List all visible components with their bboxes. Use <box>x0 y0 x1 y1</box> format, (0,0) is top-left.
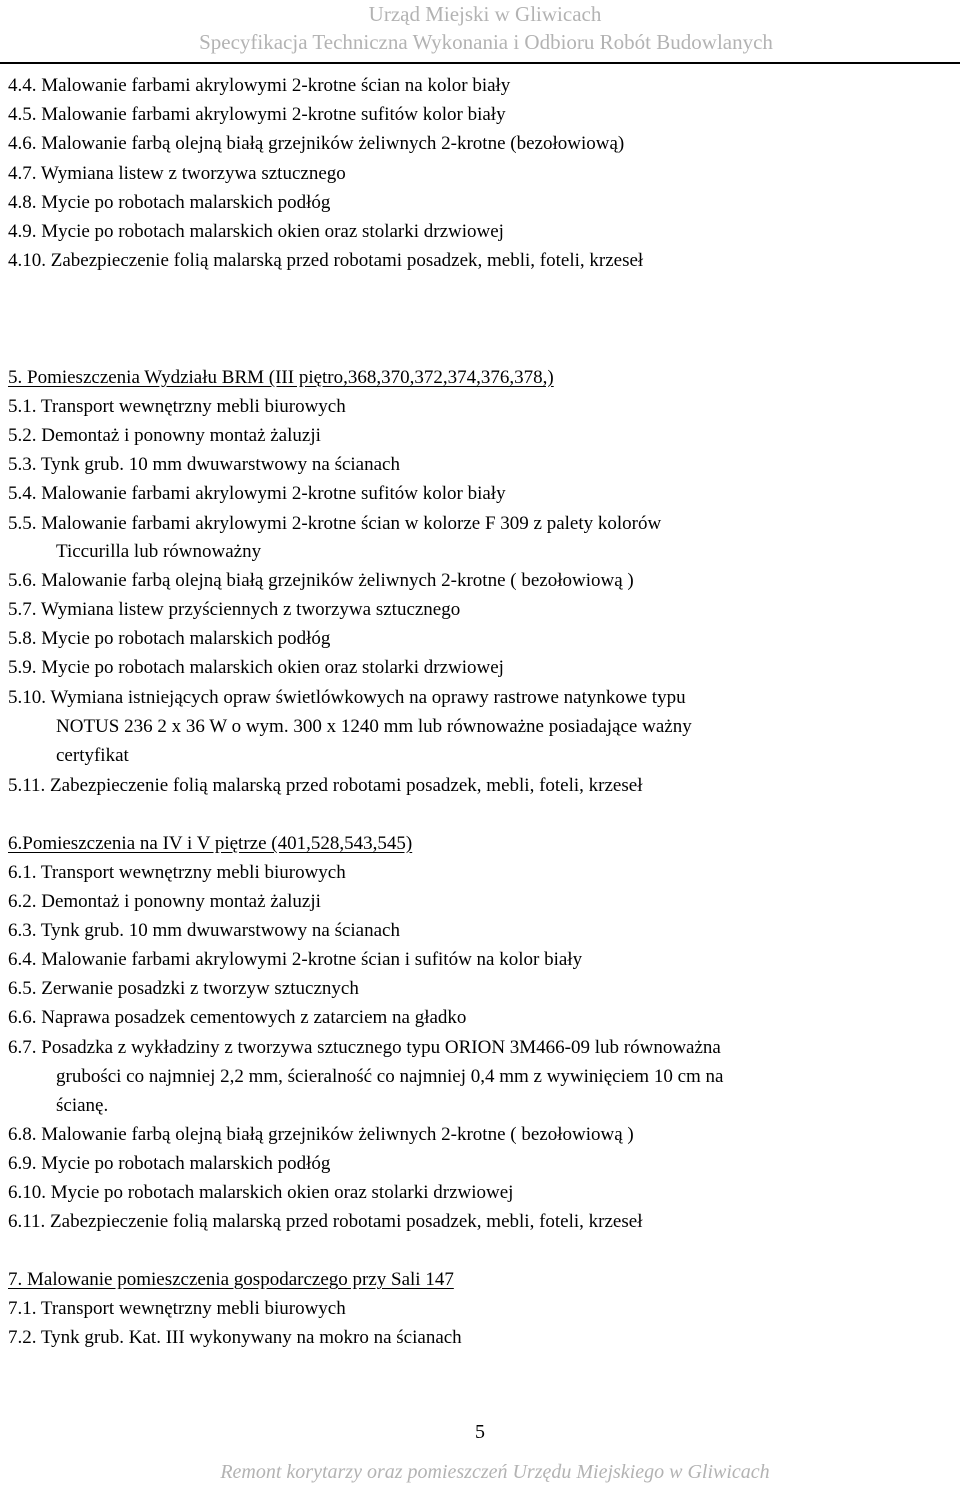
list-item: 6.4. Malowanie farbami akrylowymi 2-krotne ścian i sufitów na kolor biały <box>8 949 583 970</box>
section-heading-7: 7. Malowanie pomieszczenia gospodarczego przy Sali 147 <box>8 1269 454 1290</box>
list-item: 5.9. Mycie po robotach malarskich okien oraz stolarki drzwiowej <box>8 657 504 678</box>
header-spec-title: Specyfikacja Techniczna Wykonania i Odbioru Robót Budowlanych <box>199 30 773 54</box>
header-office-name: Urząd Miejski w Gliwicach <box>368 2 602 26</box>
list-item: 6.10. Mycie po robotach malarskich okien oraz stolarki drzwiowej <box>8 1182 514 1203</box>
list-item: 4.9. Mycie po robotach malarskich okien oraz stolarki drzwiowej <box>8 221 504 242</box>
list-item: 7.2. Tynk grub. Kat. III wykonywany na mokro na ścianach <box>8 1327 462 1348</box>
list-item-continuation: NOTUS 236 2 x 36 W o wym. 300 x 1240 mm lub równoważne posiadające ważny <box>56 716 692 737</box>
list-item: 6.5. Zerwanie posadzki z tworzyw sztucznych <box>8 978 359 999</box>
list-item: 6.2. Demontaż i ponowny montaż żaluzji <box>8 891 321 912</box>
list-item: 7.1. Transport wewnętrzny mebli biurowych <box>8 1298 346 1319</box>
section-heading-6: 6.Pomieszczenia na IV i V piętrze (401,528,543,545) <box>8 833 413 854</box>
list-item: 5.2. Demontaż i ponowny montaż żaluzji <box>8 425 321 446</box>
list-item: 6.1. Transport wewnętrzny mebli biurowych <box>8 862 346 883</box>
page-number: 5 <box>475 1421 485 1443</box>
list-item: 5.4. Malowanie farbami akrylowymi 2-krotne sufitów kolor biały <box>8 483 506 504</box>
list-item: 4.5. Malowanie farbami akrylowymi 2-krotne sufitów kolor biały <box>8 104 506 125</box>
list-item: 4.10. Zabezpieczenie folią malarską przed robotami posadzek, mebli, foteli, krzeseł <box>8 250 644 271</box>
list-item: 5.8. Mycie po robotach malarskich podłóg <box>8 628 331 649</box>
list-item-continuation: Ticcurilla lub równoważny <box>56 541 262 562</box>
list-item: 6.8. Malowanie farbą olejną białą grzejników żeliwnych 2-krotne ( bezołowiową ) <box>8 1124 634 1145</box>
section-heading-5: 5. Pomieszczenia Wydziału BRM (III piętro,368,370,372,374,376,378,) <box>8 367 554 388</box>
list-item: 6.3. Tynk grub. 10 mm dwuwarstwowy na ścianach <box>8 920 400 941</box>
list-item: 4.8. Mycie po robotach malarskich podłóg <box>8 192 331 213</box>
page-header <box>0 0 960 64</box>
list-item: 4.4. Malowanie farbami akrylowymi 2-krotne ścian na kolor biały <box>8 75 511 96</box>
list-item-continuation: grubości co najmniej 2,2 mm, ścieralność co najmniej 0,4 mm z wywinięciem 10 cm na <box>56 1066 724 1087</box>
list-item: 5.3. Tynk grub. 10 mm dwuwarstwowy na ścianach <box>8 454 400 475</box>
list-item-continuation: ścianę. <box>56 1095 109 1116</box>
list-item: 6.9. Mycie po robotach malarskich podłóg <box>8 1153 331 1174</box>
list-item: 4.7. Wymiana listew z tworzywa sztucznego <box>8 163 346 184</box>
list-item: 6.11. Zabezpieczenie folią malarską przed robotami posadzek, mebli, foteli, krzeseł <box>8 1211 643 1232</box>
page-footer: Remont korytarzy oraz pomieszczeń Urzędu Miejskiego w Gliwicach <box>220 1461 770 1483</box>
list-item: 5.5. Malowanie farbami akrylowymi 2-krotne ścian w kolorze F 309 z palety kolorów <box>8 513 662 534</box>
list-item: 5.10. Wymiana istniejących opraw świetlówkowych na oprawy rastrowe natynkowe typu <box>8 687 686 708</box>
list-item: 6.7. Posadzka z wykładziny z tworzywa sztucznego typu ORION 3M466-09 lub równoważna <box>8 1037 721 1058</box>
list-item: 5.1. Transport wewnętrzny mebli biurowych <box>8 396 346 417</box>
list-item: 5.7. Wymiana listew przyściennych z tworzywa sztucznego <box>8 599 461 620</box>
list-item: 6.6. Naprawa posadzek cementowych z zatarciem na gładko <box>8 1007 467 1028</box>
list-item: 5.11. Zabezpieczenie folią malarską przed robotami posadzek, mebli, foteli, krzeseł <box>8 775 643 796</box>
list-item: 4.6. Malowanie farbą olejną białą grzejników żeliwnych 2-krotne (bezołowiową) <box>8 133 625 154</box>
list-item: 5.6. Malowanie farbą olejną białą grzejników żeliwnych 2-krotne ( bezołowiową ) <box>8 570 634 591</box>
list-item-continuation: certyfikat <box>56 745 129 766</box>
